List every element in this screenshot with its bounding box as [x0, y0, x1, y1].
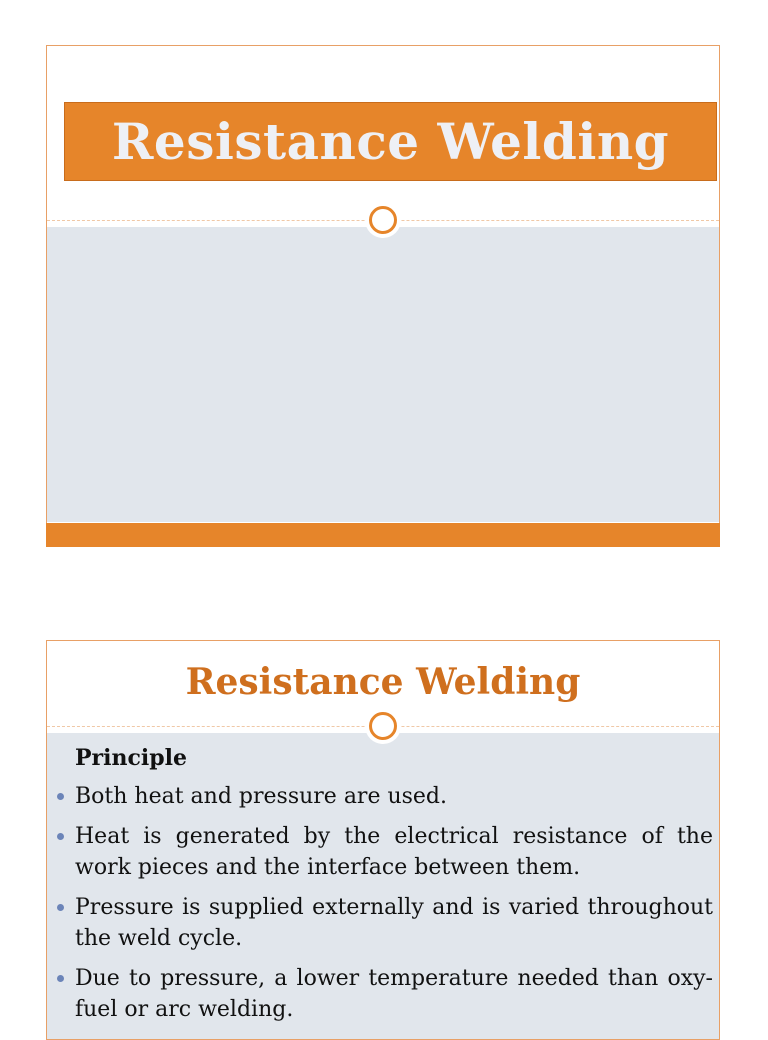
bullet-icon: [57, 833, 64, 840]
slide-title: Resistance Welding: [185, 661, 581, 703]
title-slide: [46, 45, 720, 547]
ring-ornament-icon: [369, 712, 397, 740]
list-item-text: Due to pressure, a lower temperature needed than oxy-fuel or arc welding.: [75, 966, 713, 1022]
list-item: [47, 821, 719, 883]
bullet-icon: [57, 793, 64, 800]
section-heading: Principle: [75, 745, 187, 771]
subtitle-area: [47, 227, 719, 522]
list-item: [47, 963, 719, 1025]
content-slide: [46, 640, 720, 1040]
slide-title: Resistance Welding: [111, 112, 670, 171]
list-item: [47, 781, 719, 812]
list-item-text: Both heat and pressure are used.: [75, 784, 448, 809]
bullet-list: [47, 781, 719, 1025]
list-item-text: Pressure is supplied externally and is varied throughout the weld cycle.: [75, 895, 713, 951]
list-item-text: Heat is generated by the electrical resistance of the work pieces and the interface between them.: [75, 824, 713, 880]
title-banner: [64, 102, 717, 181]
ring-ornament-icon: [369, 206, 397, 234]
bullet-icon: [57, 975, 64, 982]
footer-bar: [46, 523, 720, 547]
bullet-icon: [57, 904, 64, 911]
content-body: [47, 743, 719, 1034]
list-item: [47, 892, 719, 954]
